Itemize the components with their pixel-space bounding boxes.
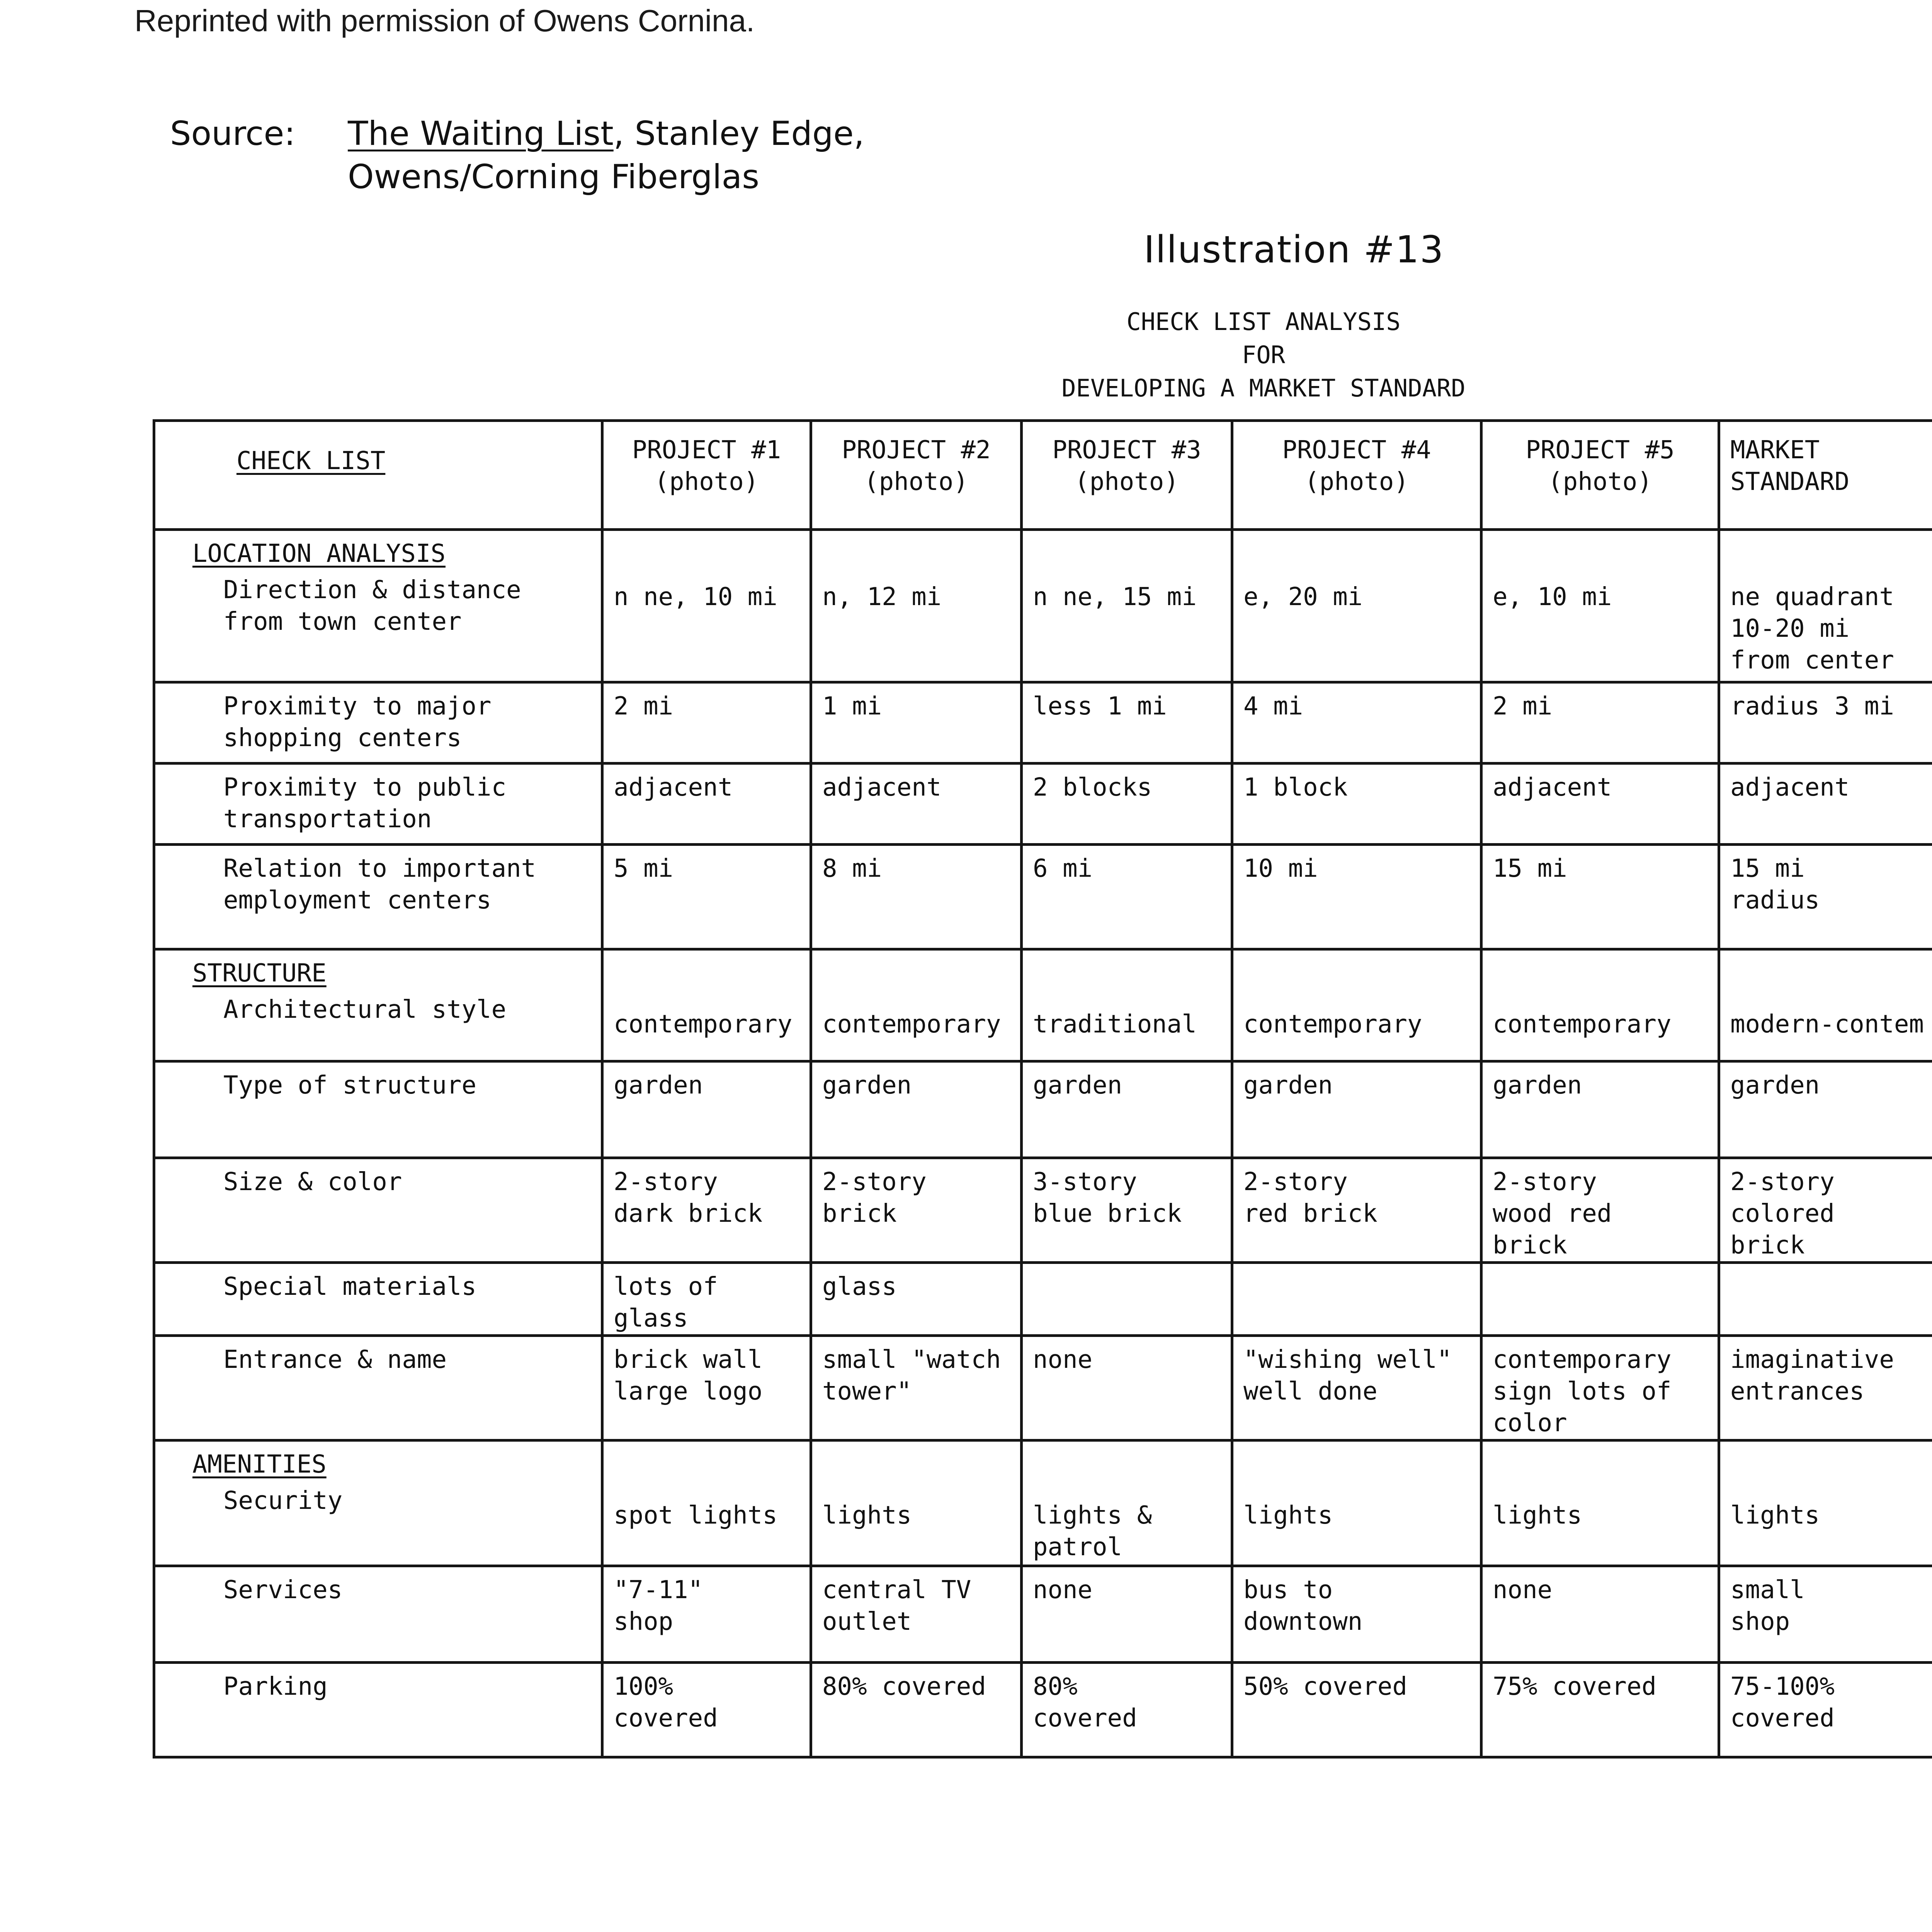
table-cell: adjacent <box>602 764 811 845</box>
table-cell: 2-story dark brick <box>602 1158 811 1263</box>
row-label: Direction & distance from town center <box>223 576 521 636</box>
row-label: Relation to important employment centers <box>223 854 536 915</box>
table-cell: contemporary <box>602 949 811 1061</box>
row-label-cell <box>154 530 602 682</box>
table-cell: 2-story red brick <box>1232 1158 1481 1263</box>
table-cell <box>1481 1263 1719 1336</box>
row-label: Proximity to public transportation <box>223 773 507 833</box>
table-row <box>154 1336 1932 1440</box>
row-label: Services <box>223 1576 343 1604</box>
source-title: The Waiting List <box>348 114 614 153</box>
table-cell: 2-story colored brick <box>1719 1158 1932 1263</box>
header-project-4: PROJECT #4 (photo) <box>1232 421 1481 530</box>
reprint-notice: Reprinted with permission of Owens Cornina. <box>134 3 755 38</box>
table-cell: bus to downtown <box>1232 1566 1481 1663</box>
table-cell: garden <box>602 1061 811 1158</box>
section-title: AMENITIES <box>192 1450 327 1479</box>
row-label: Entrance & name <box>223 1345 447 1374</box>
table-cell: traditional <box>1022 949 1232 1061</box>
header-market-standard: MARKET STANDARD <box>1719 421 1932 530</box>
table-cell: garden <box>1022 1061 1232 1158</box>
row-label: Type of structure <box>223 1071 477 1100</box>
table-cell: lights & patrol <box>1022 1440 1232 1566</box>
table-cell: 75% covered <box>1481 1663 1719 1757</box>
table-cell: lights <box>1481 1440 1719 1566</box>
table-cell: central TV outlet <box>811 1566 1022 1663</box>
table-cell: "wishing well" well done <box>1232 1336 1481 1440</box>
row-label-cell <box>154 1061 602 1158</box>
table-cell: 1 block <box>1232 764 1481 845</box>
table-row <box>154 1440 1932 1566</box>
source-label: Source: <box>170 114 296 153</box>
table-cell: lights <box>1232 1440 1481 1566</box>
table-row <box>154 1263 1932 1336</box>
table-cell: contemporary <box>1481 949 1719 1061</box>
row-label: Proximity to major shopping centers <box>223 692 492 752</box>
table-cell: garden <box>1719 1061 1932 1158</box>
table-cell: 80% covered <box>811 1663 1022 1757</box>
subtitle-line: DEVELOPING A MARKET STANDARD <box>1061 374 1466 402</box>
header-check-list: CHECK LIST <box>154 421 602 530</box>
table-cell: 75-100% covered <box>1719 1663 1932 1757</box>
table-row <box>154 1663 1932 1757</box>
row-label: Architectural style <box>223 995 507 1024</box>
header-project-1: PROJECT #1 (photo) <box>602 421 811 530</box>
section-title: STRUCTURE <box>192 959 327 988</box>
table-row <box>154 949 1932 1061</box>
table-subtitle <box>1005 305 1522 405</box>
section-title: LOCATION ANALYSIS <box>192 539 446 568</box>
table-cell: n ne, 10 mi <box>602 530 811 682</box>
table-cell: lots of glass <box>602 1263 811 1336</box>
row-label: Size & color <box>223 1168 402 1196</box>
table-cell <box>1719 1263 1932 1336</box>
table-cell: adjacent <box>811 764 1022 845</box>
table-cell: 2-story brick <box>811 1158 1022 1263</box>
illustration-title: Illustration #13 <box>1144 228 1444 271</box>
subtitle-line: CHECK LIST ANALYSIS <box>1126 308 1401 336</box>
table-cell: lights <box>1719 1440 1932 1566</box>
table-cell <box>1232 1263 1481 1336</box>
row-label-cell <box>154 1663 602 1757</box>
table-cell <box>1022 1263 1232 1336</box>
table-cell: 2-story wood red brick <box>1481 1158 1719 1263</box>
table-cell: 50% covered <box>1232 1663 1481 1757</box>
table-row <box>154 1061 1932 1158</box>
table-cell: 2 blocks <box>1022 764 1232 845</box>
header-project-2: PROJECT #2 (photo) <box>811 421 1022 530</box>
row-label-cell <box>154 764 602 845</box>
table-cell: e, 10 mi <box>1481 530 1719 682</box>
table-cell: n ne, 15 mi <box>1022 530 1232 682</box>
table-cell: small shop <box>1719 1566 1932 1663</box>
table-cell: 15 mi radius <box>1719 845 1932 949</box>
source-author: , Stanley Edge, <box>613 114 864 153</box>
row-label: Parking <box>223 1672 328 1701</box>
table-cell: lights <box>811 1440 1022 1566</box>
source-publisher: Owens/Corning Fiberglas <box>348 158 760 196</box>
table-cell: brick wall large logo <box>602 1336 811 1440</box>
row-label-cell <box>154 949 602 1061</box>
subtitle-line: FOR <box>1242 341 1285 369</box>
table-cell: 6 mi <box>1022 845 1232 949</box>
table-row <box>154 682 1932 764</box>
table-cell: imaginative entrances <box>1719 1336 1932 1440</box>
table-cell: none <box>1022 1566 1232 1663</box>
row-label-cell <box>154 1263 602 1336</box>
row-label-cell <box>154 1566 602 1663</box>
row-label: Security <box>223 1486 343 1515</box>
table-cell: garden <box>811 1061 1022 1158</box>
table-cell: "7-11" shop <box>602 1566 811 1663</box>
source-citation <box>170 112 864 199</box>
table-row <box>154 1566 1932 1663</box>
table-cell: spot lights <box>602 1440 811 1566</box>
table-cell: 8 mi <box>811 845 1022 949</box>
table-cell: 3-story blue brick <box>1022 1158 1232 1263</box>
table-cell: glass <box>811 1263 1022 1336</box>
checklist-table <box>153 419 1932 1759</box>
header-project-3: PROJECT #3 (photo) <box>1022 421 1232 530</box>
table-cell: garden <box>1232 1061 1481 1158</box>
table-cell: contemporary <box>1232 949 1481 1061</box>
table-cell: 100% covered <box>602 1663 811 1757</box>
table-cell: ne quadrant 10-20 mi from center <box>1719 530 1932 682</box>
table-cell: 2 mi <box>602 682 811 764</box>
table-cell: garden <box>1481 1061 1719 1158</box>
table-cell: 2 mi <box>1481 682 1719 764</box>
table-cell: 4 mi <box>1232 682 1481 764</box>
table-header-row <box>154 421 1932 530</box>
table-cell: e, 20 mi <box>1232 530 1481 682</box>
table-cell: less 1 mi <box>1022 682 1232 764</box>
table-row <box>154 530 1932 682</box>
row-label: Special materials <box>223 1272 477 1301</box>
table-row <box>154 764 1932 845</box>
table-cell: adjacent <box>1719 764 1932 845</box>
table-cell: modern-contem <box>1719 949 1932 1061</box>
table-cell: none <box>1481 1566 1719 1663</box>
table-cell: 10 mi <box>1232 845 1481 949</box>
table-cell: contemporary <box>811 949 1022 1061</box>
table-cell: radius 3 mi <box>1719 682 1932 764</box>
table-row <box>154 1158 1932 1263</box>
table-cell: adjacent <box>1481 764 1719 845</box>
table-cell: 80% covered <box>1022 1663 1232 1757</box>
row-label-cell <box>154 1440 602 1566</box>
row-label-cell <box>154 682 602 764</box>
table-row <box>154 845 1932 949</box>
row-label-cell <box>154 845 602 949</box>
row-label-cell <box>154 1336 602 1440</box>
table-cell: contemporary sign lots of color <box>1481 1336 1719 1440</box>
row-label-cell <box>154 1158 602 1263</box>
table-cell: none <box>1022 1336 1232 1440</box>
table-cell: 1 mi <box>811 682 1022 764</box>
header-project-5: PROJECT #5 (photo) <box>1481 421 1719 530</box>
table-cell: 15 mi <box>1481 845 1719 949</box>
table-cell: n, 12 mi <box>811 530 1022 682</box>
table-cell: 5 mi <box>602 845 811 949</box>
table-cell: small "watch tower" <box>811 1336 1022 1440</box>
